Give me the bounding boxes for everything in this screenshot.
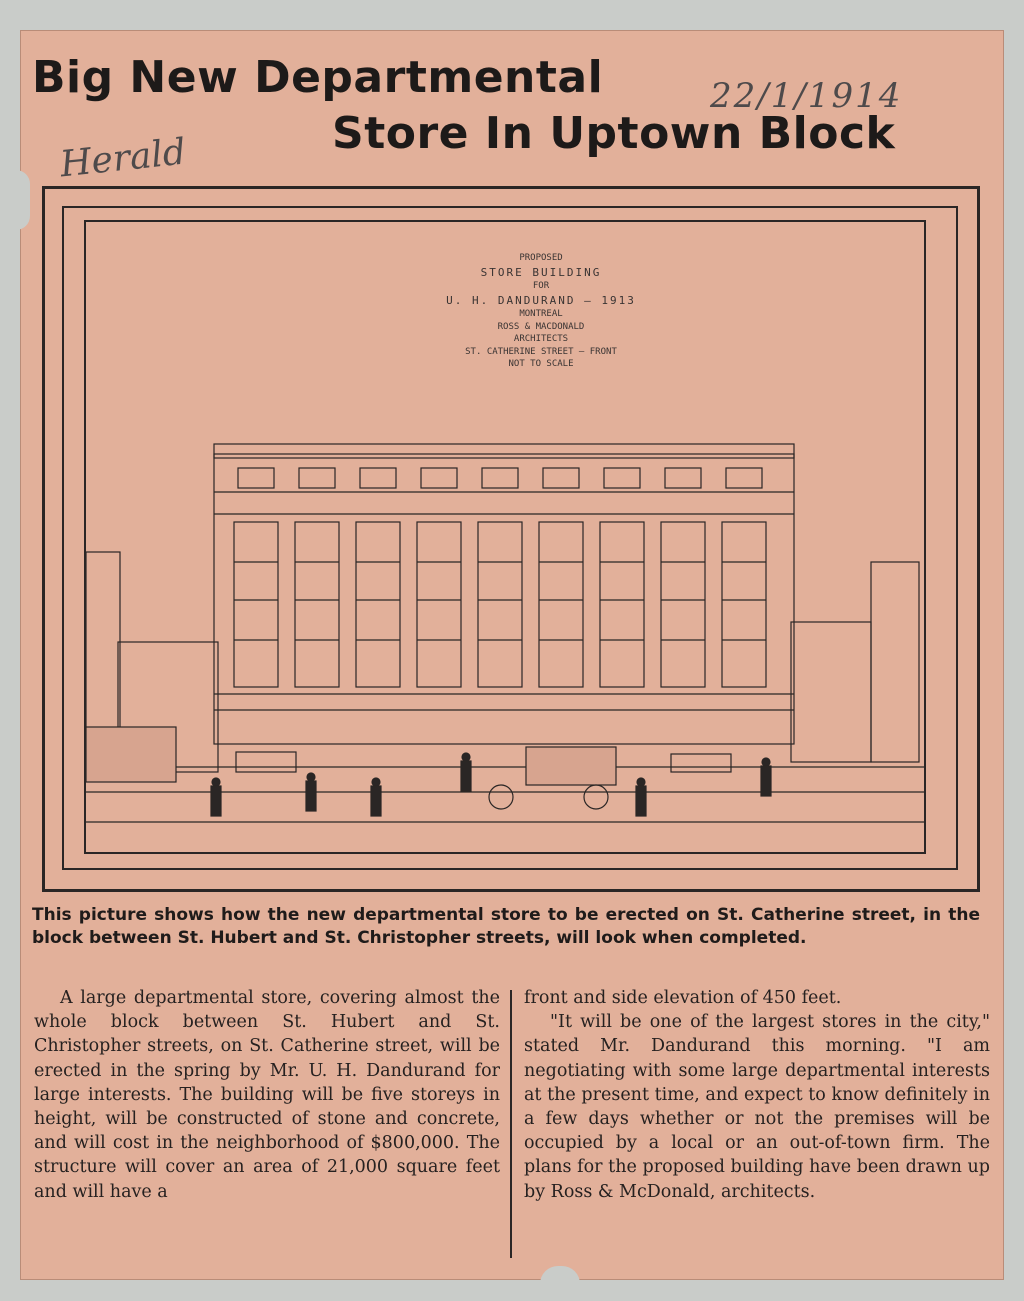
building-window-bay [478,522,522,687]
article-column-left: A large departmental store, covering almost the whole block between St. Hubert and St. Christopher streets, on St. Catherine street, will be erected in the spring by Mr. U. H. Dandurand for large interests. The building will be five storeys in height, will be constructed of stone and concrete, and will cost in the neighborhood of $800,000. The structure will cover an area of 21,000 square feet and will have a [34,988,500,1202]
sign-line: ROSS & MACDONALD [497,321,585,332]
sign-line: PROPOSED [519,253,563,263]
building-window-bay [600,522,644,687]
building-window-bay [295,522,339,687]
building-window-bay [661,522,705,687]
article-paragraph: "It will be one of the largest stores in the city," stated Mr. Dandurand this morning. "I am negotiating with some large departmental interests at the present time, and expect to know definitely in a few days whether or not the premises will be occupied by a local or an out-of-town firm. The plans for the proposed building have been drawn up by Ross & McDonald, architects. [524,1012,990,1202]
handwritten-publication: Herald [58,131,188,186]
pedestrian-figure [762,758,770,766]
sign-line: U. H. DANDURAND — 1913 [446,293,636,307]
building-window-bay [234,522,278,687]
photo-caption: This picture shows how the new departmental store to be erected on St. Catherine street, in the block between St. Hubert and St. Christopher streets, will look when completed. [32,905,980,948]
headline-line-2: Store In Uptown Block [332,108,896,159]
sign-line: ARCHITECTS [513,334,569,345]
pedestrian-figure [372,778,380,786]
pedestrian-figure [462,753,470,761]
newspaper-clipping [20,30,1004,1280]
store-building [214,454,794,744]
pedestrian-figure [212,778,220,786]
article-paragraph: front and side elevation of 450 feet. [524,988,842,1008]
sign-line: FOR [532,280,550,291]
pedestrian-figure [637,778,645,786]
article-column-right [524,986,990,1204]
building-window-bay [539,522,583,687]
sign-line: STORE BUILDING [480,265,602,279]
building-window-bay [722,522,766,687]
building-illustration [84,220,926,854]
sign-line: MONTREAL [519,308,563,319]
sign-line: ST. CATHERINE STREET — FRONT [465,346,617,357]
building-window-bay [356,522,400,687]
handwritten-date: 22/1/1914 [710,76,903,116]
pedestrian-figure [307,773,315,781]
building-window-bay [417,522,461,687]
column-divider [510,990,512,1258]
headline-line-1: Big New Departmental [32,52,604,103]
building-drawing [86,222,924,852]
sign-line: NOT TO SCALE [508,359,574,370]
